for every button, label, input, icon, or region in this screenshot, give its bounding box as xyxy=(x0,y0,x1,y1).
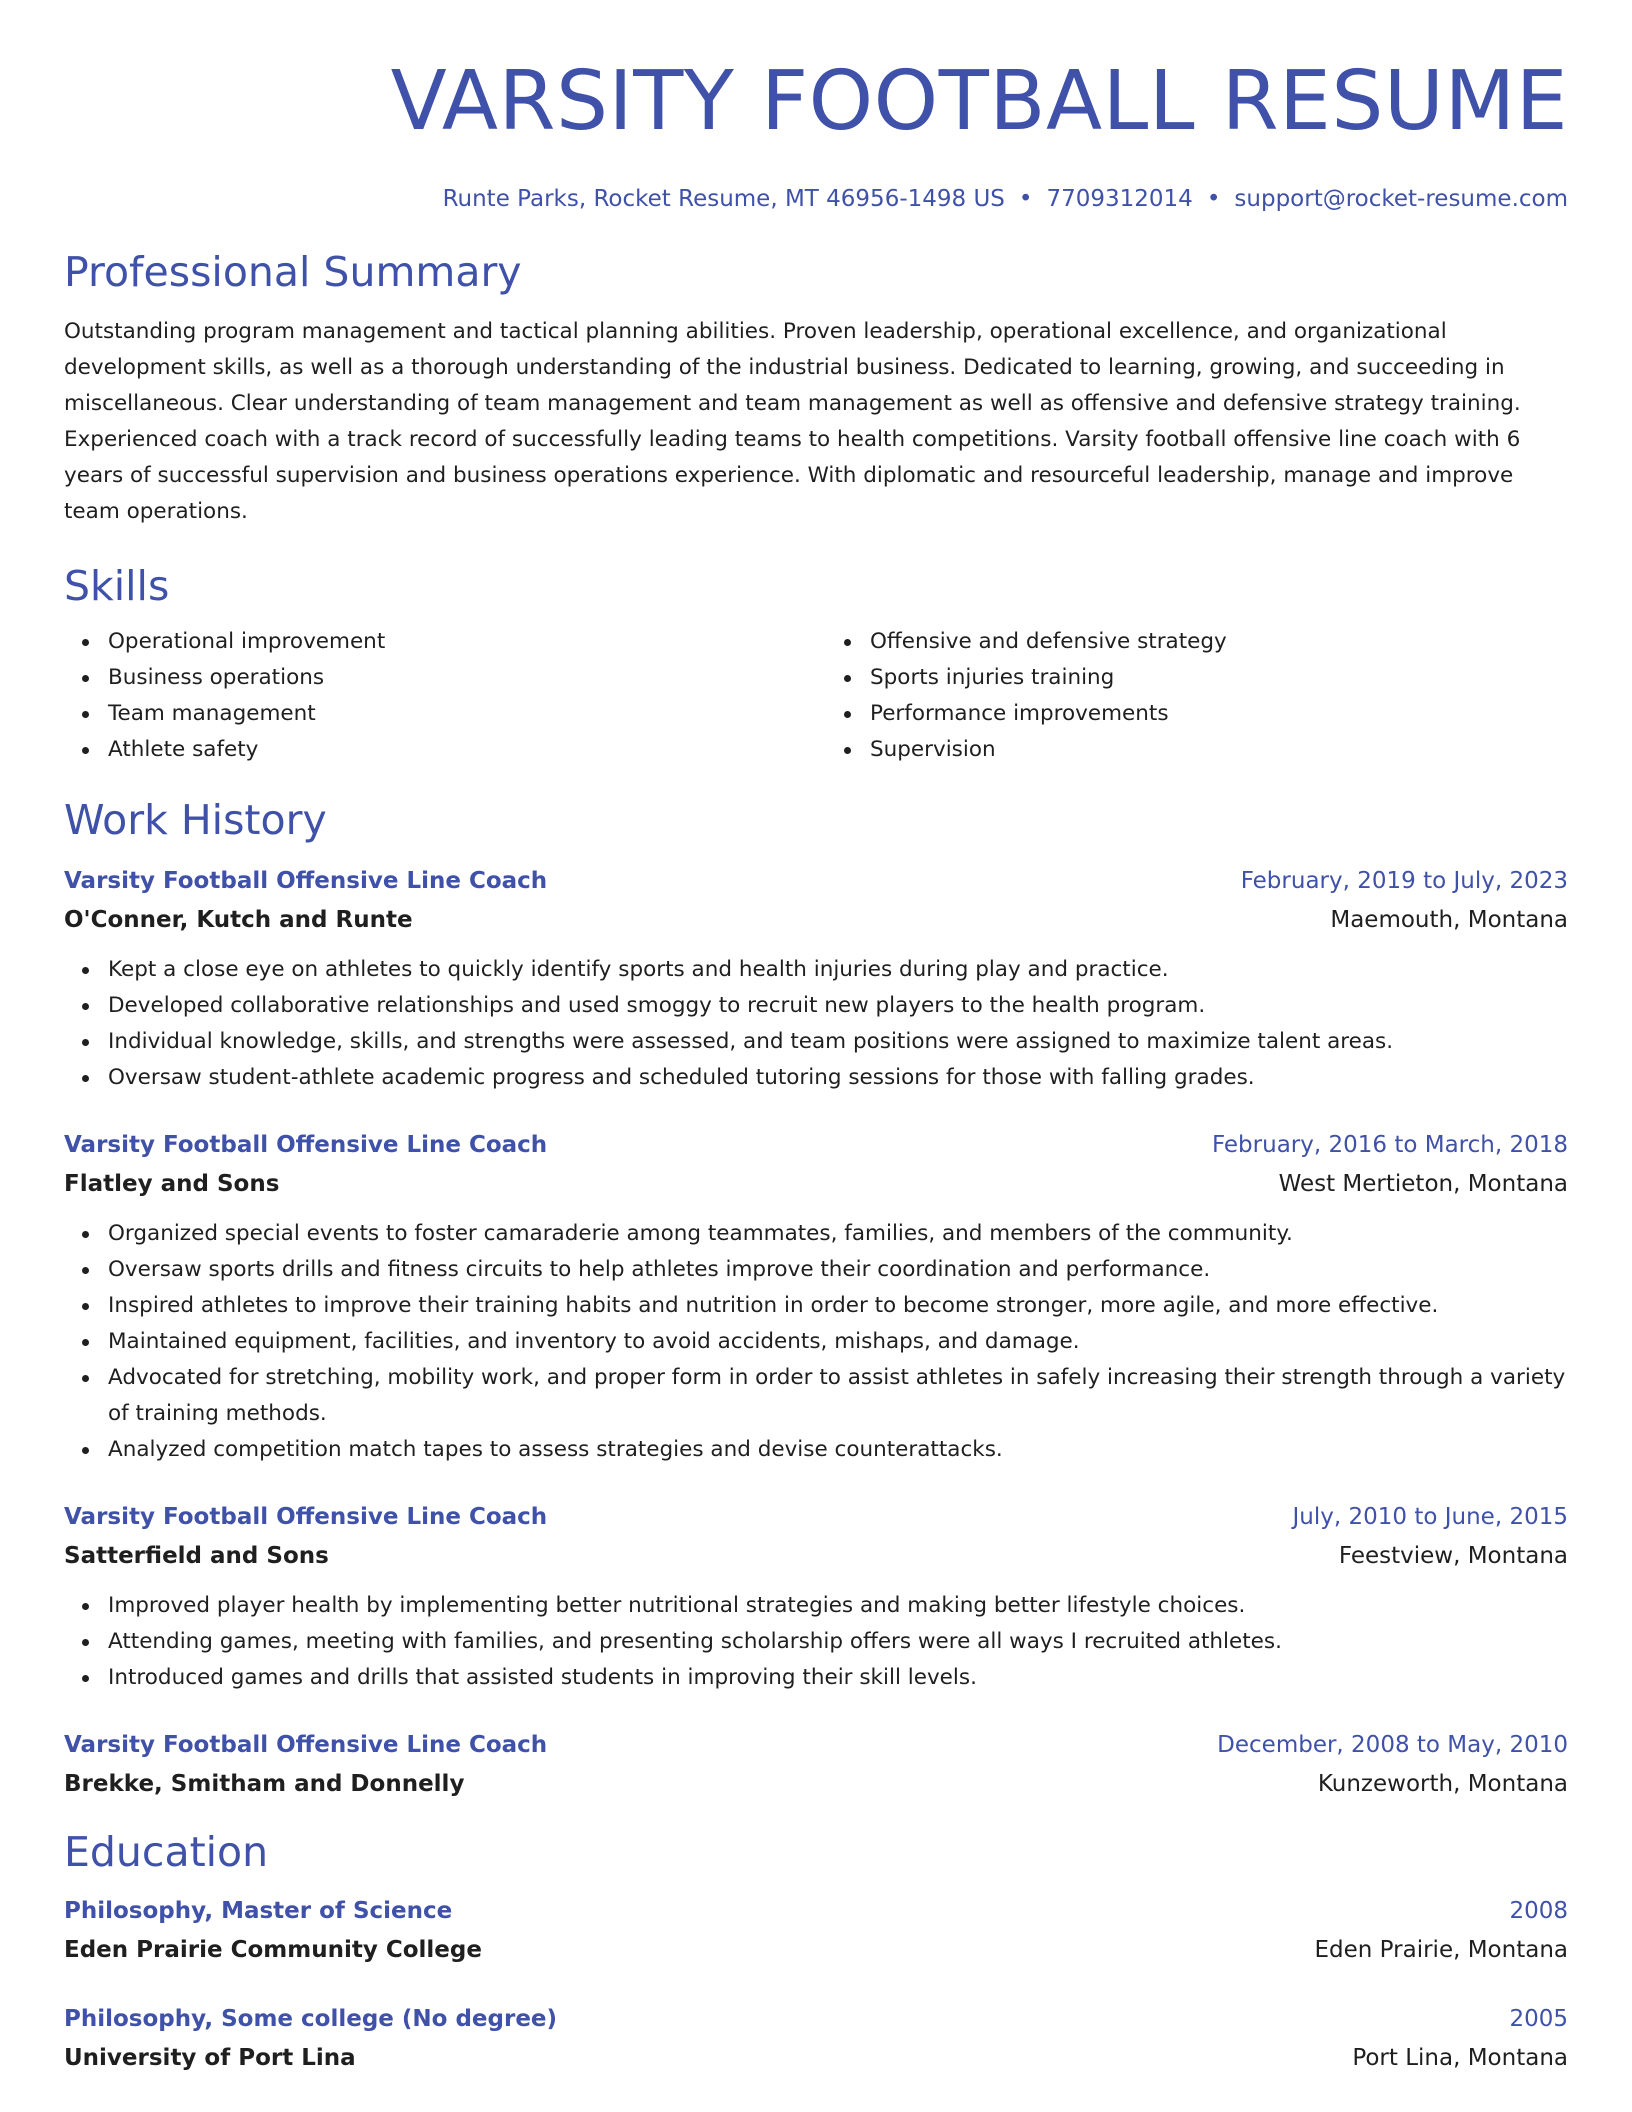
job-entry xyxy=(64,862,1568,1096)
contact-line xyxy=(64,182,1568,216)
summary-heading: Professional Summary xyxy=(64,248,522,296)
job-dates: February, 2016 to March, 2018 xyxy=(1211,1132,1568,1158)
education-entry xyxy=(64,1892,1568,1970)
skills-heading: Skills xyxy=(64,562,170,610)
job-bullet: Developed collaborative relationships and used smoggy to recruit new players to the health program. xyxy=(108,988,1568,1024)
skill-item: Business operations xyxy=(108,660,806,696)
work-history-heading: Work History xyxy=(64,796,327,844)
job-bullet: Individual knowledge, skills, and strengths were assessed, and team positions were assigned to maximize talent areas. xyxy=(108,1024,1568,1060)
job-bullets xyxy=(64,952,1568,1096)
job-dates: February, 2019 to July, 2023 xyxy=(1240,868,1568,894)
skill-item: Athlete safety xyxy=(108,732,806,768)
job-bullet: Introduced games and drills that assisted students in improving their skill levels. xyxy=(108,1660,1568,1696)
education-year: 2005 xyxy=(1509,2006,1568,2032)
education-entry xyxy=(64,2000,1568,2078)
skills-grid xyxy=(64,624,1568,768)
job-bullet: Maintained equipment, facilities, and inventory to avoid accidents, mishaps, and damage. xyxy=(108,1324,1568,1360)
job-entry xyxy=(64,1126,1568,1468)
skill-item: Team management xyxy=(108,696,806,732)
skill-item: Supervision xyxy=(870,732,1568,768)
job-bullet: Organized special events to foster camaraderie among teammates, families, and members of the community. xyxy=(108,1216,1568,1252)
contact-address: Runte Parks, Rocket Resume, MT 46956-1498 US xyxy=(442,186,1005,212)
education-school: Eden Prairie Community College xyxy=(64,1937,482,1963)
job-bullet: Analyzed competition match tapes to assess strategies and devise counterattacks. xyxy=(108,1432,1568,1468)
education-heading: Education xyxy=(64,1828,269,1876)
education-school: University of Port Lina xyxy=(64,2045,356,2071)
job-location: Kunzeworth, Montana xyxy=(1317,1771,1568,1797)
contact-separator: • xyxy=(1018,186,1033,212)
job-entry xyxy=(64,1726,1568,1804)
education-degree: Philosophy, Master of Science xyxy=(64,1898,453,1924)
summary-text: Outstanding program management and tactical planning abilities. Proven leadership, operational excellence, and organizational development skills, as well as a thorough understanding of the industrial business. Dedicated to learning, growing, and succeeding in miscellaneous. Clear understanding of team management and team management as well as offensive and defensive strategy training. Experienced coach with a track record of successfully leading teams to health competitions. Varsity football offensive line coach with 6 years of successful supervision and business operations experience. With diplomatic and resourceful leadership, manage and improve team operations. xyxy=(64,319,1521,524)
job-title: Varsity Football Offensive Line Coach xyxy=(64,1504,548,1530)
skill-item: Performance improvements xyxy=(870,696,1568,732)
skill-item: Operational improvement xyxy=(108,624,806,660)
education-location: Eden Prairie, Montana xyxy=(1314,1937,1568,1963)
skill-item: Sports injuries training xyxy=(870,660,1568,696)
education-location: Port Lina, Montana xyxy=(1352,2045,1568,2071)
resume-title: VARSITY FOOTBALL RESUME xyxy=(390,54,1568,149)
job-location: Feestview, Montana xyxy=(1338,1543,1568,1569)
job-bullet: Kept a close eye on athletes to quickly identify sports and health injuries during play and practice. xyxy=(108,952,1568,988)
contact-phone: 7709312014 xyxy=(1046,186,1193,212)
education-degree: Philosophy, Some college (No degree) xyxy=(64,2006,558,2032)
job-company: Flatley and Sons xyxy=(64,1171,280,1197)
job-entry xyxy=(64,1498,1568,1696)
contact-separator: • xyxy=(1206,186,1221,212)
job-bullet: Attending games, meeting with families, and presenting scholarship offers were all ways I recruited athletes. xyxy=(108,1624,1568,1660)
job-bullet: Inspired athletes to improve their training habits and nutrition in order to become stronger, more agile, and more effective. xyxy=(108,1288,1568,1324)
contact-email: support@rocket-resume.com xyxy=(1234,186,1568,212)
job-bullet: Improved player health by implementing better nutritional strategies and making better lifestyle choices. xyxy=(108,1588,1568,1624)
job-bullet: Oversaw student-athlete academic progress and scheduled tutoring sessions for those with falling grades. xyxy=(108,1060,1568,1096)
job-company: Satterfield and Sons xyxy=(64,1543,329,1569)
job-location: West Mertieton, Montana xyxy=(1278,1171,1568,1197)
job-company: Brekke, Smitham and Donnelly xyxy=(64,1771,465,1797)
job-location: Maemouth, Montana xyxy=(1330,907,1568,933)
job-company: O'Conner, Kutch and Runte xyxy=(64,907,413,933)
education-year: 2008 xyxy=(1509,1898,1568,1924)
job-dates: December, 2008 to May, 2010 xyxy=(1217,1732,1568,1758)
skills-list-right xyxy=(826,624,1568,768)
job-bullet: Advocated for stretching, mobility work, and proper form in order to assist athletes in safely increasing their strength through a variety of training methods. xyxy=(108,1360,1568,1432)
job-bullets xyxy=(64,1588,1568,1696)
skill-item: Offensive and defensive strategy xyxy=(870,624,1568,660)
job-dates: July, 2010 to June, 2015 xyxy=(1292,1504,1568,1530)
job-bullets xyxy=(64,1216,1568,1468)
job-title: Varsity Football Offensive Line Coach xyxy=(64,1732,548,1758)
skills-list-left xyxy=(64,624,806,768)
job-title: Varsity Football Offensive Line Coach xyxy=(64,1132,548,1158)
job-title: Varsity Football Offensive Line Coach xyxy=(64,868,548,894)
job-bullet: Oversaw sports drills and fitness circuits to help athletes improve their coordination and performance. xyxy=(108,1252,1568,1288)
